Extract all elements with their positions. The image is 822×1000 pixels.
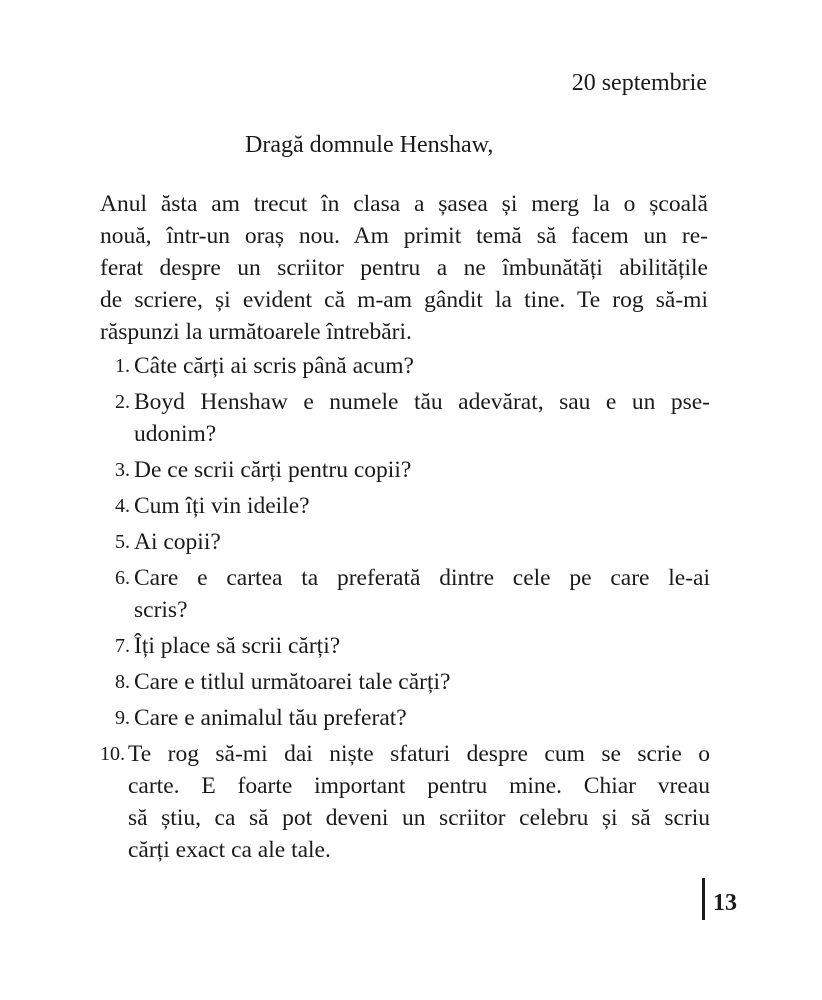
question-number: 1. <box>115 355 130 377</box>
question-line: Ai copii? <box>134 529 221 555</box>
question-line: Care e cartea ta preferată dintre cele pe care le-ai <box>134 565 710 591</box>
question-item <box>100 350 710 382</box>
question-line: udonim? <box>134 421 217 447</box>
question-item <box>100 490 710 522</box>
question-number: 8. <box>115 671 130 693</box>
question-item <box>100 562 710 626</box>
question-item <box>100 526 710 558</box>
question-number: 3. <box>115 459 130 481</box>
question-text <box>134 702 710 734</box>
question-line: Te rog să-mi dai niște sfaturi despre cum se scrie o <box>128 741 710 767</box>
question-number: 7. <box>115 635 130 657</box>
question-number: 6. <box>115 567 130 589</box>
paragraph-line: de scriere, și evident că m-am gândit la tine. Te rog să-mi <box>100 287 708 313</box>
page-number-rule <box>702 878 705 920</box>
question-number: 10. <box>100 743 125 765</box>
page-number: 13 <box>713 890 737 916</box>
question-text <box>134 350 710 382</box>
question-text <box>134 386 710 450</box>
question-line: Câte cărți ai scris până acum? <box>134 353 414 379</box>
question-number: 4. <box>115 495 130 517</box>
question-line: De ce scrii cărți pentru copii? <box>134 457 412 483</box>
question-item <box>100 666 710 698</box>
letter-date: 20 septembrie <box>571 70 707 96</box>
question-item <box>100 630 710 662</box>
question-text <box>134 490 710 522</box>
question-item <box>100 454 710 486</box>
question-text <box>128 738 710 866</box>
question-line: carte. E foarte important pentru mine. Chiar vreau <box>128 773 710 799</box>
question-text <box>134 454 710 486</box>
question-line: Cum îți vin ideile? <box>134 493 310 519</box>
question-number: 5. <box>115 531 130 553</box>
paragraph-line: ferat despre un scriitor pentru a ne îmbunătăți abilitățile <box>100 255 708 281</box>
question-line: Care e titlul următoarei tale cărți? <box>134 669 451 695</box>
paragraph-line: nouă, într-un oraș nou. Am primit temă să facem un re- <box>100 223 708 249</box>
question-line: scris? <box>134 597 188 623</box>
question-item <box>100 738 710 866</box>
question-text <box>134 526 710 558</box>
question-line: Îți place să scrii cărți? <box>134 633 341 659</box>
questions-list <box>100 350 710 870</box>
intro-paragraph <box>100 188 708 348</box>
paragraph-line: răspunzi la următoarele întrebări. <box>100 319 412 345</box>
question-line: Care e animalul tău preferat? <box>134 705 407 731</box>
letter-salutation: Dragă domnule Henshaw, <box>245 132 494 158</box>
question-line: cărți exact ca ale tale. <box>128 837 331 863</box>
question-line: să știu, ca să pot deveni un scriitor celebru și să scriu <box>128 805 710 831</box>
question-text <box>134 666 710 698</box>
question-line: Boyd Henshaw e numele tău adevărat, sau e un pse- <box>134 389 710 415</box>
paragraph-line: Anul ăsta am trecut în clasa a șasea și merg la o școală <box>100 191 708 217</box>
question-text <box>134 562 710 626</box>
question-number: 2. <box>115 391 130 413</box>
question-item <box>100 386 710 450</box>
question-item <box>100 702 710 734</box>
question-text <box>134 630 710 662</box>
question-number: 9. <box>115 707 130 729</box>
